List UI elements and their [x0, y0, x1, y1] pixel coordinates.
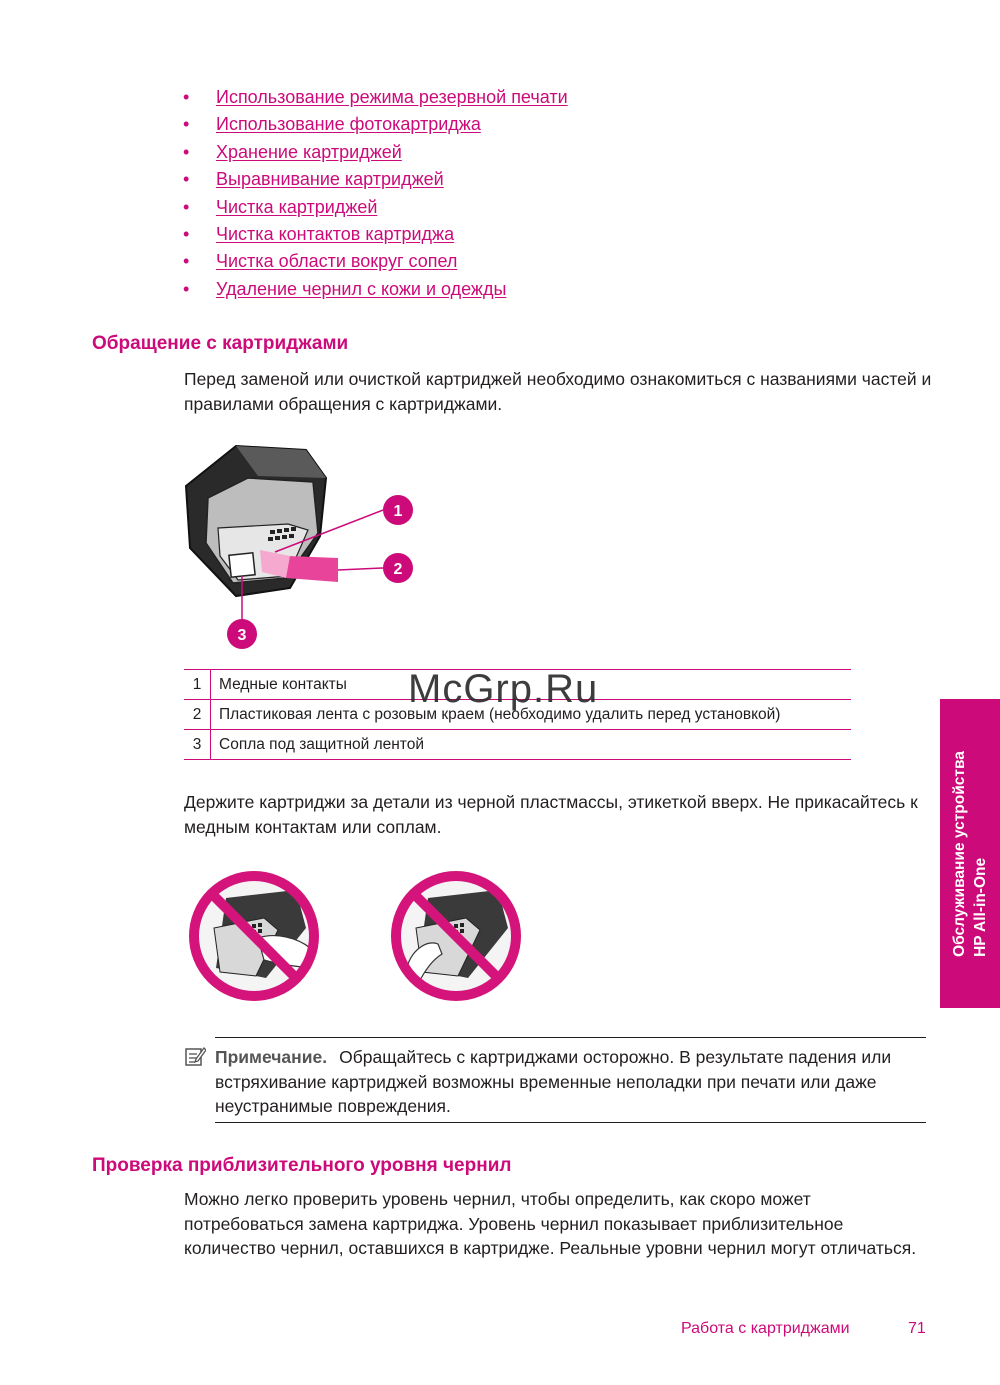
table-cell-text: Медные контакты: [211, 670, 852, 700]
handling-instructions-text: Держите картриджи за детали из черной пластмассы, этикеткой вверх. Не прикасайтесь к медным контактам или соплам.: [184, 792, 918, 837]
watermark: McGrp.Ru: [408, 667, 599, 711]
note-label: Примечание.: [215, 1047, 328, 1067]
bullet: •: [183, 169, 190, 190]
callout-label-3: 3: [237, 627, 247, 644]
note-text: Обращайтесь с картриджами осторожно. В результате падения или встряхивание картриджей возможны временные неполадки при печати или даже неустранимые повреждения.: [215, 1047, 892, 1116]
side-tab-line-2: HP All-in-One: [972, 857, 989, 957]
table-row: [184, 730, 851, 760]
side-tab-label: [949, 751, 991, 957]
callout-label-2: 2: [393, 561, 403, 578]
section-heading-cartridge-handling: Обращение с картриджами: [92, 333, 349, 354]
do-not-touch-nozzles-illustration: [388, 868, 524, 1004]
note-bottom-rule: [215, 1122, 926, 1123]
table-cell-number: 1: [184, 670, 211, 700]
section-heading-ink-level: Проверка приблизительного уровня чернил: [92, 1155, 512, 1176]
table-cell-number: 3: [184, 730, 211, 760]
do-not-touch-contacts-illustration: [186, 868, 322, 1004]
bullet: •: [183, 114, 190, 135]
list-item: [183, 222, 568, 249]
link-clean-nozzle-area[interactable]: Чистка области вокруг сопел: [216, 251, 458, 272]
list-item: [183, 249, 568, 276]
note-text-block: [215, 1045, 927, 1119]
footer-chapter-title: Работа с картриджами: [681, 1320, 850, 1337]
list-item: [183, 195, 568, 222]
list-item: [183, 112, 568, 139]
note-top-rule: [215, 1037, 926, 1038]
nozzle-plate: [229, 553, 255, 577]
list-item: [183, 167, 568, 194]
footer-page-number: 71: [908, 1320, 926, 1337]
link-photo-cartridge[interactable]: Использование фотокартриджа: [216, 114, 481, 135]
bullet: •: [183, 278, 190, 299]
note-icon: [184, 1045, 206, 1067]
chapter-side-tab: [940, 699, 1000, 1008]
link-store-cartridges[interactable]: Хранение картриджей: [216, 141, 402, 162]
link-clean-contacts[interactable]: Чистка контактов картриджа: [216, 223, 455, 244]
bullet: •: [183, 196, 190, 217]
bullet: •: [183, 87, 190, 107]
table-cell-text: Пластиковая лента с розовым краем (необходимо удалить перед установкой): [211, 700, 852, 730]
cartridge-parts-diagram: [178, 438, 428, 653]
list-item: [183, 140, 568, 167]
link-clean-cartridges[interactable]: Чистка картриджей: [216, 196, 378, 217]
list-item: [183, 277, 568, 304]
link-align-cartridges[interactable]: Выравнивание картриджей: [216, 169, 444, 190]
bullet: •: [183, 223, 190, 244]
bullet: •: [183, 141, 190, 162]
link-remove-ink[interactable]: Удаление чернил с кожи и одежды: [216, 278, 507, 299]
link-backup-print-mode[interactable]: Использование режима резервной печати: [216, 87, 568, 107]
protective-tape: [286, 556, 338, 582]
table-cell-text: Сопла под защитной лентой: [211, 730, 852, 760]
callout-label-1: 1: [393, 503, 403, 520]
callout-line-2: [338, 568, 383, 570]
ink-level-text: Можно легко проверить уровень чернил, чтобы определить, как скоро может потребоваться замена картриджа. Уровень чернил показывает приблизительное количество чернил, оставшихся в картридже. Реальные уровни чернил могут отличаться.: [184, 1189, 917, 1258]
side-tab-line-1: Обслуживание устройства: [951, 750, 968, 957]
related-links-list: [183, 85, 568, 304]
section-intro-text: Перед заменой или очисткой картриджей необходимо ознакомиться с названиями частей и правилами обращения с картриджами.: [184, 369, 932, 414]
list-item: [183, 85, 568, 112]
table-cell-number: 2: [184, 700, 211, 730]
bullet: •: [183, 251, 190, 272]
